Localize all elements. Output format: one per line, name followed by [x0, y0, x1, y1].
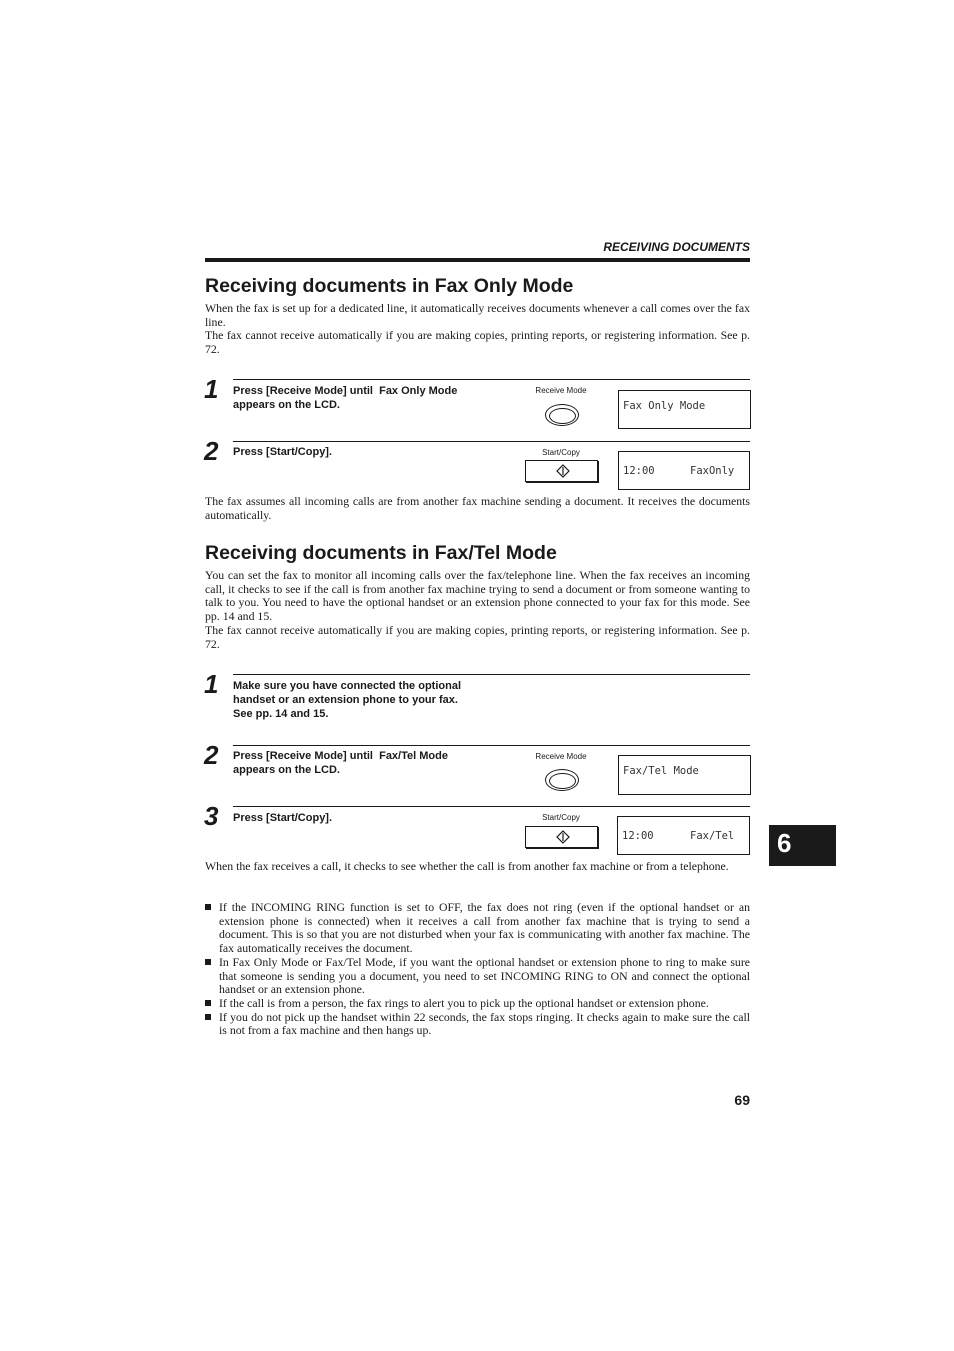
- notes-list: [205, 901, 750, 1038]
- section-title-fax-only: Receiving documents in Fax Only Mode: [205, 275, 574, 297]
- list-item: [205, 1011, 750, 1038]
- step-number: 2: [204, 436, 219, 466]
- step-number: 1: [204, 669, 219, 699]
- bullet-square-icon: [205, 1014, 211, 1020]
- list-item-text: If the INCOMING RING function is set to OFF, the fax does not ring (even if the optional handset or an extension phone is connected) when it receives a call from another fax machine that is trying to send a document. This is so that you are not disturbed when your fax is communicating with another fax machine. The fax automatically receives the document.: [219, 900, 750, 956]
- list-item-text: If you do not pick up the handset within 22 seconds, the fax stops ringing. It checks again to make sure the call is not from a fax machine and then hangs up.: [219, 1009, 750, 1038]
- step-instruction-line: Press [Receive Mode] until Fax/Tel Mode: [233, 750, 448, 762]
- page-number: 69: [734, 1092, 750, 1108]
- start-copy-button-label: Start/Copy: [542, 448, 580, 457]
- chapter-tab-number: 6: [777, 828, 792, 858]
- step-instruction-line: appears on the LCD.: [233, 398, 340, 411]
- step-instruction-line: See pp. 14 and 15.: [233, 707, 329, 720]
- lcd-mode: Fax/Tel: [690, 830, 735, 842]
- step-instruction-line: Make sure you have connected the optional: [233, 680, 461, 692]
- lcd-display: [618, 755, 751, 795]
- bullet-square-icon: [205, 959, 211, 965]
- lcd-time: 12:00: [623, 465, 655, 477]
- header-rule: [205, 258, 750, 262]
- fax-only-outro-paragraph: The fax assumes all incoming calls are from another fax machine sending a document. It receives the documents automatically.: [205, 494, 750, 522]
- start-copy-button-label: Start/Copy: [542, 813, 580, 822]
- step-divider: [233, 745, 750, 746]
- step-number: 1: [204, 374, 219, 404]
- step-instruction-line: handset or an extension phone to your fax.: [233, 693, 458, 706]
- list-item: [205, 901, 750, 956]
- step-instruction: [233, 750, 448, 778]
- step-divider: [233, 674, 750, 675]
- list-item: [205, 956, 750, 997]
- list-item-text: In Fax Only Mode or Fax/Tel Mode, if you want the optional handset or extension phone to ring to make sure that someone is sending you a document, you need to set INCOMING RING to ON and connect the optional handset or an extension phone.: [219, 954, 750, 997]
- lcd-display: [617, 816, 750, 855]
- fax-only-intro-paragraph-2: The fax cannot receive automatically if you are making copies, printing reports, or registering information. See p. 72.: [205, 328, 750, 357]
- step-instruction: [233, 680, 461, 721]
- lcd-display: [618, 451, 750, 490]
- step-instruction-line: appears on the LCD.: [233, 763, 340, 776]
- step-instruction-line: Press [Start/Copy].: [233, 446, 333, 458]
- receive-mode-button[interactable]: [545, 769, 579, 791]
- receive-mode-button-label: Receive Mode: [535, 386, 587, 395]
- step-instruction: [233, 812, 332, 826]
- section-title-fax-tel: Receiving documents in Fax/Tel Mode: [205, 542, 557, 564]
- step-divider: [233, 441, 750, 442]
- lcd-text: Fax Only Mode: [623, 400, 706, 412]
- fax-tel-outro-paragraph: When the fax receives a call, it checks to see whether the call is from another fax machine or from a telephone.: [205, 859, 729, 873]
- lcd-time: 12:00: [622, 830, 654, 842]
- step-number: 2: [204, 740, 219, 770]
- fax-tel-intro-paragraph-2: The fax cannot receive automatically if you are making copies, printing reports, or registering information. See p. 72.: [205, 622, 750, 651]
- start-copy-button[interactable]: [525, 460, 598, 482]
- step-divider: [233, 806, 750, 807]
- lcd-display: [618, 390, 751, 429]
- receive-mode-button-label: Receive Mode: [535, 752, 587, 761]
- receive-mode-button[interactable]: [545, 404, 579, 426]
- lcd-mode: FaxOnly: [690, 465, 735, 477]
- step-instruction-line: Press [Start/Copy].: [233, 812, 333, 824]
- fax-only-outro: [205, 495, 750, 522]
- lcd-text: Fax/Tel Mode: [623, 765, 699, 777]
- start-diamond-icon: [556, 464, 570, 478]
- start-copy-button[interactable]: [525, 826, 598, 848]
- step-instruction-line: Press [Receive Mode] until Fax Only Mode: [233, 385, 458, 397]
- fax-tel-intro-paragraph-1: You can set the fax to monitor all incoming calls over the fax/telephone line. When the fax receives an incoming call, it checks to see if the call is from another fax machine trying to send a document or from someone wanting to talk to you. You need to have the optional handset or an extension phone connected to your fax for this mode. See pp. 14 and 15.: [205, 568, 750, 624]
- fax-only-intro-paragraph-1: When the fax is set up for a dedicated line, it automatically receives documents whenever a call comes over the fax line.: [205, 301, 750, 329]
- fax-tel-intro: [205, 569, 750, 651]
- fax-only-intro: [205, 302, 750, 357]
- step-instruction: [233, 385, 457, 413]
- list-item-text: If the call is from a person, the fax rings to alert you to pick up the optional handset or extension phone.: [219, 995, 709, 1010]
- running-header: RECEIVING DOCUMENTS: [603, 240, 750, 254]
- step-divider: [233, 379, 750, 380]
- fax-tel-outro: [205, 860, 750, 874]
- list-item: [205, 997, 750, 1011]
- start-diamond-icon: [556, 830, 570, 844]
- bullet-square-icon: [205, 904, 211, 910]
- chapter-tab: [769, 825, 836, 866]
- step-instruction: [233, 446, 332, 460]
- bullet-square-icon: [205, 1000, 211, 1006]
- step-number: 3: [204, 801, 219, 831]
